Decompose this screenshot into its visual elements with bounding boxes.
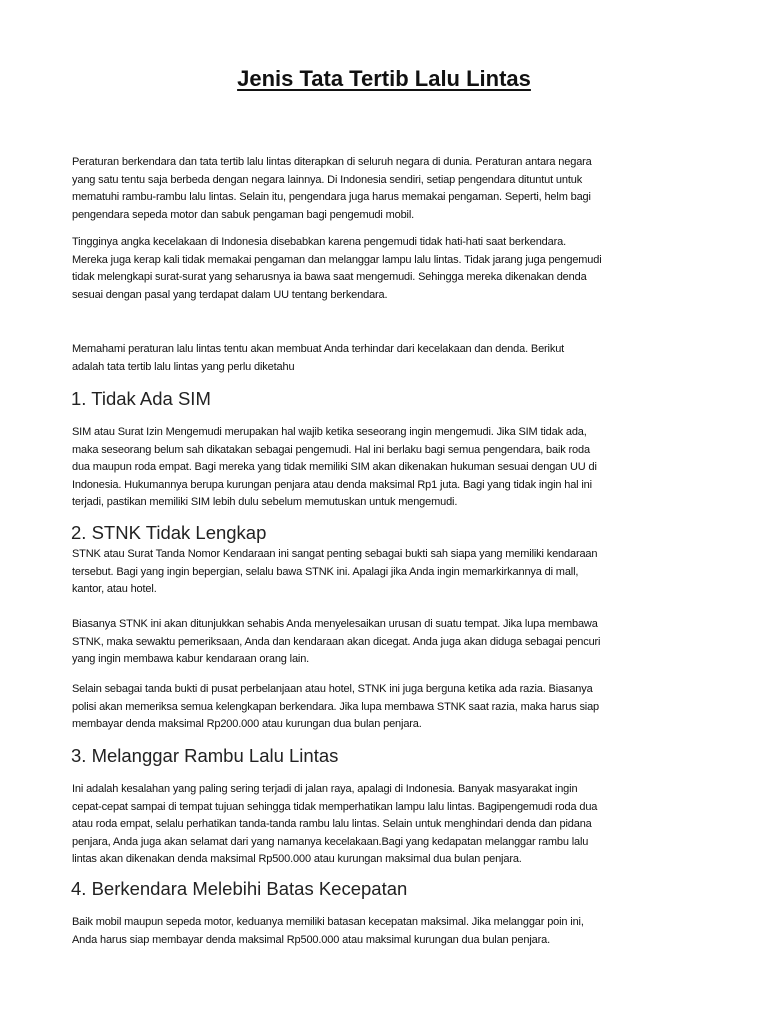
text-line: Peraturan berkendara dan tata tertib lalu lintas diterapkan di seluruh negara di dunia. Peraturan antara negara — [72, 156, 592, 168]
text-line: terjadi, pastikan memiliki SIM lebih dulu sebelum memutuskan untuk mengemudi. — [72, 496, 458, 509]
text-line: Tingginya angka kecelakaan di Indonesia disebabkan karena pengemudi tidak hati-hati saat berkendara. — [72, 236, 566, 248]
text-line: kantor, atau hotel. — [72, 583, 157, 596]
text-line: atau roda empat, selalu perhatikan tanda-tanda rambu lalu lintas. Selain untuk menghindari denda dan pidana — [72, 818, 592, 831]
section-heading-1: 1. Tidak Ada SIM — [71, 388, 211, 409]
section-2-paragraph-1 — [72, 546, 597, 599]
text-line: mematuhi rambu-rambu lalu lintas. Selain itu, pengendara juga harus memakai pengaman. Seperti, helm bagi — [72, 191, 591, 204]
text-line: Mereka juga kerap kali tidak memakai pengaman dan melanggar lampu lalu lintas. Tidak jarang juga pengemudi — [72, 253, 602, 266]
text-line: adalah tata tertib lalu lintas yang perlu diketahu — [72, 360, 295, 373]
text-line: Biasanya STNK ini akan ditunjukkan sehabis Anda menyelesaikan urusan di suatu tempat. Jika lupa membawa — [72, 618, 598, 630]
text-line: membayar denda maksimal Rp200.000 atau kurungan dua bulan penjara. — [72, 718, 422, 731]
text-line: Baik mobil maupun sepeda motor, keduanya memiliki batasan kecepatan maksimal. Jika melanggar poin ini, — [72, 916, 584, 928]
section-2-paragraph-3 — [72, 681, 599, 734]
text-line: lintas akan dikenakan denda maksimal Rp500.000 atau kurungan maksimal dua bulan penjara. — [72, 853, 522, 866]
text-line: Anda harus siap membayar denda maksimal Rp500.000 atau maksimal kurungan dua bulan penjara. — [72, 933, 550, 946]
text-line: maka seseorang belum sah dikatakan sebagai pengemudi. Hal ini berlaku bagi semua pengendara, baik roda — [72, 443, 590, 456]
section-heading-3: 3. Melanggar Rambu Lalu Lintas — [71, 745, 339, 766]
text-line: tidak melengkapi surat-surat yang seharusnya ia bawa saat mengemudi. Sehingga mereka dikenakan denda — [72, 271, 587, 284]
intro-paragraph-1 — [72, 154, 592, 224]
text-line: Ini adalah kesalahan yang paling sering terjadi di jalan raya, apalagi di Indonesia. Banyak masyarakat ingin — [72, 783, 578, 795]
text-line: sesuai dengan pasal yang terdapat dalam UU tentang berkendara. — [72, 288, 388, 301]
section-heading-2: 2. STNK Tidak Lengkap — [71, 522, 267, 543]
text-line: Memahami peraturan lalu lintas tentu akan membuat Anda terhindar dari kecelakaan dan denda. Berikut — [72, 343, 565, 355]
text-line: dua maupun roda empat. Bagi mereka yang tidak memiliki SIM akan dikenakan hukuman sesuai dengan UU di — [72, 461, 597, 474]
text-line: Selain sebagai tanda bukti di pusat perbelanjaan atau hotel, STNK ini juga berguna ketika ada razia. Biasanya — [72, 683, 593, 695]
text-line: STNK atau Surat Tanda Nomor Kendaraan ini sangat penting sebagai bukti sah siapa yang memiliki kendaraan — [72, 548, 598, 560]
intro-paragraph-2 — [72, 234, 602, 304]
section-heading-4: 4. Berkendara Melebihi Batas Kecepatan — [71, 878, 408, 899]
section-3-paragraph-1 — [72, 781, 597, 869]
section-4-paragraph-1 — [72, 914, 584, 949]
text-line: pengendara sepeda motor dan sabuk pengaman bagi pengemudi mobil. — [72, 208, 415, 221]
text-line: Indonesia. Hukumannya berupa kurungan penjara atau denda maksimal Rp1 juta. Bagi yang tidak ingin hal ini — [72, 478, 592, 491]
text-line: STNK, maka sewaktu pemeriksaan, Anda dan kendaraan akan dicegat. Anda juga akan diduga sebagai pencuri — [72, 635, 601, 648]
text-line: cepat-cepat sampai di tempat tujuan sehingga tidak memperhatikan lampu lalu lintas. Bagipengemudi roda dua — [72, 800, 598, 813]
text-line: penjara, Anda juga akan selamat dari yang namanya kecelakaan.Bagi yang kedapatan melanggar rambu lalu — [72, 835, 589, 848]
text-line: polisi akan memeriksa semua kelengkapan berkendara. Jika lupa membawa STNK saat razia, maka harus siap — [72, 700, 600, 713]
text-line: SIM atau Surat Izin Mengemudi merupakan hal wajib ketika seseorang ingin mengemudi. Jika SIM tidak ada, — [72, 426, 587, 438]
section-1-paragraph-1 — [72, 424, 597, 512]
text-line: tersebut. Bagi yang ingin bepergian, selalu bawa STNK ini. Apalagi jika Anda ingin memarkirkannya di mall, — [72, 565, 579, 578]
document-title: Jenis Tata Tertib Lalu Lintas — [237, 66, 531, 91]
section-2-paragraph-2 — [72, 616, 600, 669]
text-line: yang ingin membawa kabur kendaraan orang lain. — [72, 653, 310, 666]
text-line: yang satu tentu saja berbeda dengan negara lainnya. Di Indonesia sendiri, setiap pengendara dituntut untuk — [72, 173, 583, 186]
intro-paragraph-3 — [72, 341, 564, 376]
